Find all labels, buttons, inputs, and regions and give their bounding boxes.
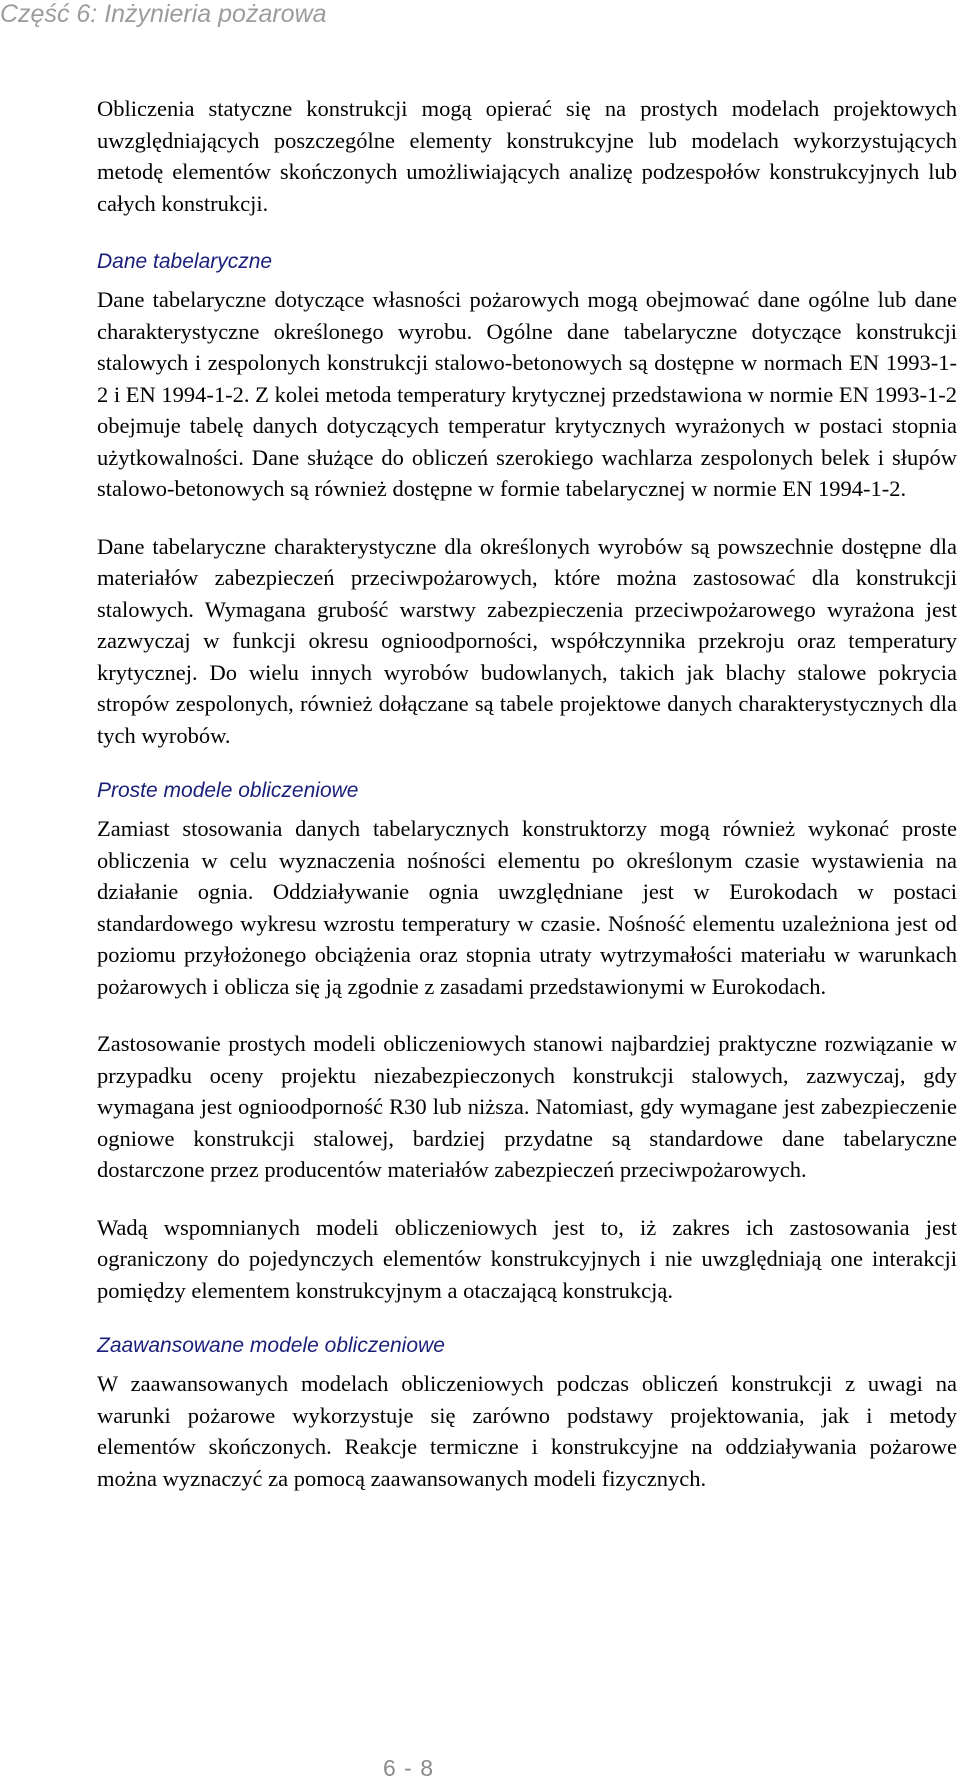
paragraph-simple-models-drawback: Wadą wspomnianych modeli obliczeniowych jest to, iż zakres ich zastosowania jest ograniczony do pojedynczych elementów konstrukcyjnych i nie uwzględniają one interakcji pomiędzy elementem konstrukcyjnym a otaczającą konstrukcją. [97,1214,957,1303]
section-heading-tabular: Dane tabelaryczne [97,250,273,273]
page-number: 6 - 8 [383,1755,435,1781]
paragraph-simple-models: Zamiast stosowania danych tabelarycznych konstruktorzy mogą również wykonać proste obliczenia w celu wyznaczenia nośności elementu po określonym czasie wystawienia na działanie ognia. Oddziaływanie ognia uwzględniane jest w Eurokodach w postaci standardowego wykresu wzrostu temperatury w czasie. Nośność elementu uzależniona jest od poziomu przyłożonego obciążenia oraz stopnia utraty wytrzymałości materiału w warunkach pożarowych i oblicza się ją zgodnie z zasadami przedstawionymi w Eurokodach. [97,816,957,999]
paragraph-intro: Obliczenia statyczne konstrukcji mogą opierać się na prostych modelach projektowych uwzględniających poszczególne elementy konstrukcyjne lub modelach wykorzystujących metodę elementów skończonych umożliwiających analizę podzespołów konstrukcyjnych lub całych konstrukcji. [97,96,957,216]
section-heading-simple-models: Proste modele obliczeniowe [97,779,359,802]
paragraph-simple-models-application: Zastosowanie prostych modeli obliczeniowych stanowi najbardziej praktyczne rozwiązanie w przypadku oceny projektu niezabezpieczonych konstrukcji stalowych, zazwyczaj, gdy wymagana jest ognioodporność R30 lub niższa. Natomiast, gdy wymagane jest zabezpieczenie ogniowe konstrukcji stalowej, bardziej przydatne są standardowe dane tabelaryczne dostarczone przez producentów materiałów zabezpieczeń przeciwpożarowych. [97,1031,957,1182]
paragraph-advanced-models: W zaawansowanych modelach obliczeniowych podczas obliczeń konstrukcji z uwagi na warunki pożarowe wykorzystuje się zarówno podstawy projektowania, jak i metody elementów skończonych. Reakcje termiczne i konstrukcyjne na oddziaływania pożarowe można wyznaczyć za pomocą zaawansowanych modeli fizycznych. [97,1371,957,1491]
paragraph-tabular-products: Dane tabelaryczne charakterystyczne dla określonych wyrobów są powszechnie dostępne dla materiałów zabezpieczeń przeciwpożarowych, które można zastosować dla konstrukcji stalowych. Wymagana grubość warstwy zabezpieczenia przeciwpożarowego wyrażona jest zazwyczaj w funkcji okresu ognioodporności, współczynnika przekroju oraz temperatury krytycznej. Do wielu innych wyrobów budowlanych, takich jak blachy stalowe pokrycia stropów zespolonych, również dołączane są tabele projektowe danych charakterystycznych dla tych wyrobów. [97,533,957,748]
document-body [97,93,957,1494]
paragraph-tabular-general: Dane tabelaryczne dotyczące własności pożarowych mogą obejmować dane ogólne lub dane charakterystyczne określonego wyrobu. Ogólne dane tabelaryczne dotyczące konstrukcji stalowych i zespolonych konstrukcji stalowo-betonowych są dostępne w normach EN 1993-1-2 i EN 1994-1-2. Z kolei metoda temperatury krytycznej przedstawiona w normie EN 1993-1-2 obejmuje tabelę danych dotyczących temperatur krytycznych wyrażonych w postaci stopnia użytkowalności. Dane służące do obliczeń szerokiego wachlarza zespolonych belek i słupów stalowo-betonowych są również dostępne w formie tabelarycznej w normie EN 1994-1-2. [97,287,957,501]
section-heading-advanced-models: Zaawansowane modele obliczeniowe [97,1334,445,1357]
page-header: Część 6: Inżynieria pożarowa [0,0,327,28]
